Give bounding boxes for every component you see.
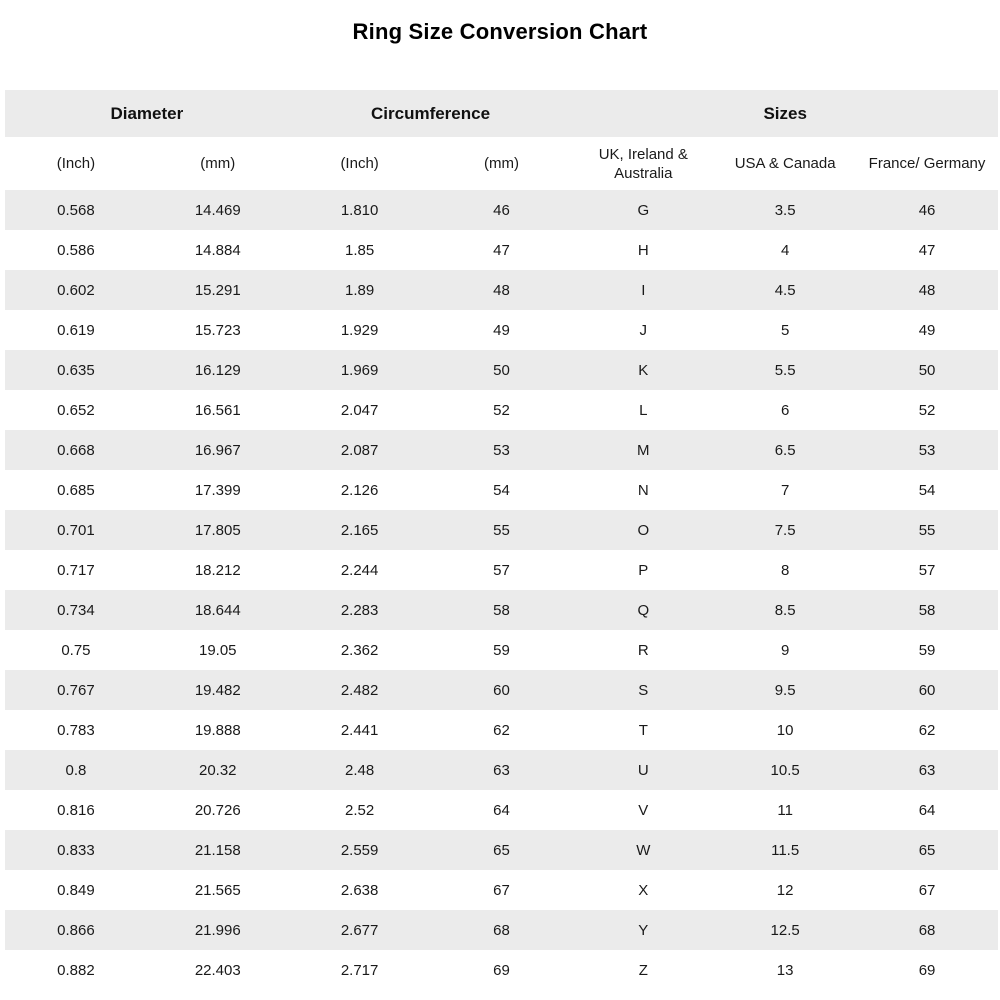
- table-cell: V: [638, 801, 649, 819]
- table-cell: 10: [776, 721, 794, 739]
- table-cell: 16.561: [194, 401, 241, 419]
- table-cell: 1.89: [345, 281, 375, 299]
- table-cell: 2.126: [340, 481, 379, 499]
- table-cell: 62: [918, 721, 936, 739]
- table-cell: 53: [918, 441, 936, 459]
- table-cell: 0.8: [65, 761, 87, 779]
- table-cell: 12: [776, 881, 794, 899]
- table-cell: H: [637, 241, 649, 259]
- table-cell: K: [638, 361, 649, 379]
- table-cell: 0.734: [57, 601, 95, 619]
- table-cell: 52: [493, 401, 510, 419]
- table-cell: M: [637, 441, 650, 459]
- table-cell: 2.482: [340, 681, 379, 699]
- table-cell: 11: [777, 801, 793, 819]
- table-cell: 5.5: [774, 361, 796, 379]
- table-cell: 19.888: [194, 721, 241, 739]
- table-cell: 0.882: [57, 961, 95, 979]
- table-cell: 57: [493, 561, 510, 579]
- table-cell: 0.866: [57, 921, 95, 939]
- column-header-uk-ireland-australia: UK, Ireland & Australia: [572, 137, 714, 190]
- table-cell: I: [641, 281, 646, 299]
- table-body: [5, 190, 998, 990]
- table-cell: 22.403: [194, 961, 241, 979]
- group-header-sizes: Sizes: [572, 90, 998, 137]
- table-cell: 2.677: [340, 921, 379, 939]
- table-cell: 2.559: [340, 841, 379, 859]
- table-cell: 64: [493, 801, 510, 819]
- column-header-circumference-mm: (mm): [431, 137, 573, 190]
- table-row: [5, 910, 998, 950]
- table-cell: 0.849: [57, 881, 95, 899]
- table-cell: 60: [493, 681, 510, 699]
- table-cell: 46: [918, 201, 936, 219]
- table-cell: 0.717: [57, 561, 95, 579]
- table-cell: 65: [918, 841, 936, 859]
- table-cell: 58: [918, 601, 936, 619]
- table-cell: 6.5: [774, 441, 796, 459]
- table-cell: 17.805: [194, 521, 241, 539]
- table-cell: 63: [493, 761, 510, 779]
- table-cell: 19.05: [198, 641, 237, 659]
- table-cell: 64: [918, 801, 936, 819]
- table-cell: 49: [493, 321, 510, 339]
- table-cell: 47: [918, 241, 936, 259]
- table-cell: J: [639, 321, 648, 339]
- table-cell: 69: [493, 961, 510, 979]
- table-cell: 0.701: [57, 521, 95, 539]
- table-cell: 0.783: [57, 721, 95, 739]
- table-row: [5, 230, 998, 270]
- table-cell: Z: [638, 961, 648, 979]
- table-cell: 21.158: [194, 841, 241, 859]
- table-cell: 46: [493, 201, 510, 219]
- table-cell: 53: [493, 441, 510, 459]
- table-cell: 49: [918, 321, 936, 339]
- table-cell: 0.685: [57, 481, 95, 499]
- table-cell: W: [636, 841, 651, 859]
- table-cell: O: [637, 521, 650, 539]
- table-cell: 63: [918, 761, 936, 779]
- table-cell: 55: [918, 521, 936, 539]
- table-row: [5, 710, 998, 750]
- table-row: [5, 470, 998, 510]
- table-cell: 57: [918, 561, 936, 579]
- table-cell: 14.884: [194, 241, 241, 259]
- table-cell: 59: [493, 641, 510, 659]
- table-row: [5, 550, 998, 590]
- table-cell: 2.283: [340, 601, 379, 619]
- table-cell: 68: [493, 921, 510, 939]
- table-cell: 47: [493, 241, 510, 259]
- table-cell: 0.668: [57, 441, 95, 459]
- table-cell: Y: [638, 921, 649, 939]
- table-cell: 7.5: [774, 521, 796, 539]
- table-row: [5, 350, 998, 390]
- table-cell: 9: [780, 641, 790, 659]
- table-row: [5, 190, 998, 230]
- table-cell: 67: [918, 881, 936, 899]
- table-cell: 19.482: [194, 681, 241, 699]
- table-row: [5, 510, 998, 550]
- table-cell: 48: [493, 281, 510, 299]
- table-cell: 62: [493, 721, 510, 739]
- table-cell: U: [637, 761, 649, 779]
- table-cell: 1.810: [340, 201, 379, 219]
- table-cell: 9.5: [774, 681, 796, 699]
- table-container: [5, 90, 998, 990]
- column-header-diameter-inch: (Inch): [5, 137, 147, 190]
- table-cell: 0.619: [57, 321, 95, 339]
- table-cell: 55: [493, 521, 510, 539]
- table-cell: 2.047: [340, 401, 379, 419]
- table-cell: Q: [637, 601, 650, 619]
- table-cell: 0.635: [57, 361, 95, 379]
- ring-size-conversion-table: [5, 90, 998, 990]
- table-cell: L: [639, 401, 648, 419]
- table-row: [5, 390, 998, 430]
- table-cell: 4.5: [774, 281, 796, 299]
- table-cell: 50: [918, 361, 936, 379]
- page-title: Ring Size Conversion Chart: [352, 19, 648, 44]
- table-row: [5, 790, 998, 830]
- table-cell: 2.165: [340, 521, 379, 539]
- table-cell: 8: [780, 561, 790, 579]
- table-cell: 0.833: [57, 841, 95, 859]
- table-cell: 58: [493, 601, 510, 619]
- table-cell: 2.087: [340, 441, 379, 459]
- table-row: [5, 870, 998, 910]
- table-cell: 2.441: [340, 721, 379, 739]
- table-row: [5, 830, 998, 870]
- table-cell: 1.929: [340, 321, 379, 339]
- table-cell: R: [637, 641, 649, 659]
- table-cell: S: [638, 681, 649, 699]
- table-cell: 15.723: [194, 321, 241, 339]
- table-cell: 16.967: [194, 441, 241, 459]
- table-row: [5, 310, 998, 350]
- table-cell: T: [638, 721, 648, 739]
- table-cell: 1.85: [345, 241, 375, 259]
- table-cell: 5: [780, 321, 790, 339]
- table-cell: 50: [493, 361, 510, 379]
- table-row: [5, 590, 998, 630]
- table-cell: 18.644: [194, 601, 241, 619]
- table-cell: P: [638, 561, 649, 579]
- table-row: [5, 750, 998, 790]
- table-cell: 2.52: [345, 801, 375, 819]
- table-cell: 68: [918, 921, 936, 939]
- table-cell: 2.717: [340, 961, 379, 979]
- table-cell: 16.129: [194, 361, 241, 379]
- table-cell: 1.969: [340, 361, 379, 379]
- table-cell: 0.586: [57, 241, 95, 259]
- table-cell: 7: [780, 481, 790, 499]
- table-cell: 3.5: [774, 201, 796, 219]
- table-cell: 2.638: [340, 881, 379, 899]
- table-cell: X: [638, 881, 649, 899]
- table-cell: 21.565: [194, 881, 241, 899]
- table-cell: 17.399: [194, 481, 241, 499]
- table-cell: 48: [918, 281, 936, 299]
- table-cell: 65: [493, 841, 510, 859]
- table-row: [5, 630, 998, 670]
- table-cell: 67: [493, 881, 510, 899]
- column-header-row: [5, 137, 998, 190]
- table-cell: 14.469: [194, 201, 241, 219]
- column-header-diameter-mm: (mm): [147, 137, 289, 190]
- table-cell: 0.767: [57, 681, 95, 699]
- group-header-circumference: Circumference: [289, 90, 573, 137]
- table-cell: 12.5: [770, 921, 800, 939]
- table-row: [5, 430, 998, 470]
- table-cell: 54: [493, 481, 510, 499]
- table-head: [5, 90, 998, 190]
- table-cell: 54: [918, 481, 936, 499]
- table-cell: N: [637, 481, 649, 499]
- table-row: [5, 270, 998, 310]
- table-cell: 60: [918, 681, 936, 699]
- table-cell: 0.568: [57, 201, 95, 219]
- table-cell: 2.244: [340, 561, 379, 579]
- table-row: [5, 670, 998, 710]
- table-cell: 0.602: [57, 281, 95, 299]
- column-header-france-germany: France/ Germany: [856, 137, 998, 190]
- table-cell: 11.5: [771, 841, 800, 859]
- table-cell: 20.726: [194, 801, 241, 819]
- table-cell: 10.5: [770, 761, 800, 779]
- group-header-row: [5, 90, 998, 137]
- table-cell: 21.996: [194, 921, 241, 939]
- table-cell: 13: [776, 961, 794, 979]
- group-header-diameter: Diameter: [5, 90, 289, 137]
- table-cell: 0.75: [61, 641, 91, 659]
- table-cell: 0.816: [57, 801, 95, 819]
- table-cell: 69: [918, 961, 936, 979]
- table-cell: 20.32: [198, 761, 237, 779]
- table-cell: 52: [918, 401, 936, 419]
- table-cell: G: [637, 201, 650, 219]
- table-row: [5, 950, 998, 990]
- table-cell: 0.652: [57, 401, 95, 419]
- column-header-usa-canada: USA & Canada: [714, 137, 856, 190]
- table-cell: 6: [780, 401, 790, 419]
- table-cell: 18.212: [194, 561, 241, 579]
- table-cell: 2.48: [345, 761, 375, 779]
- column-header-circumference-inch: (Inch): [289, 137, 431, 190]
- table-cell: 15.291: [194, 281, 241, 299]
- table-cell: 2.362: [340, 641, 379, 659]
- table-cell: 8.5: [774, 601, 796, 619]
- table-cell: 59: [918, 641, 936, 659]
- table-cell: 4: [780, 241, 790, 259]
